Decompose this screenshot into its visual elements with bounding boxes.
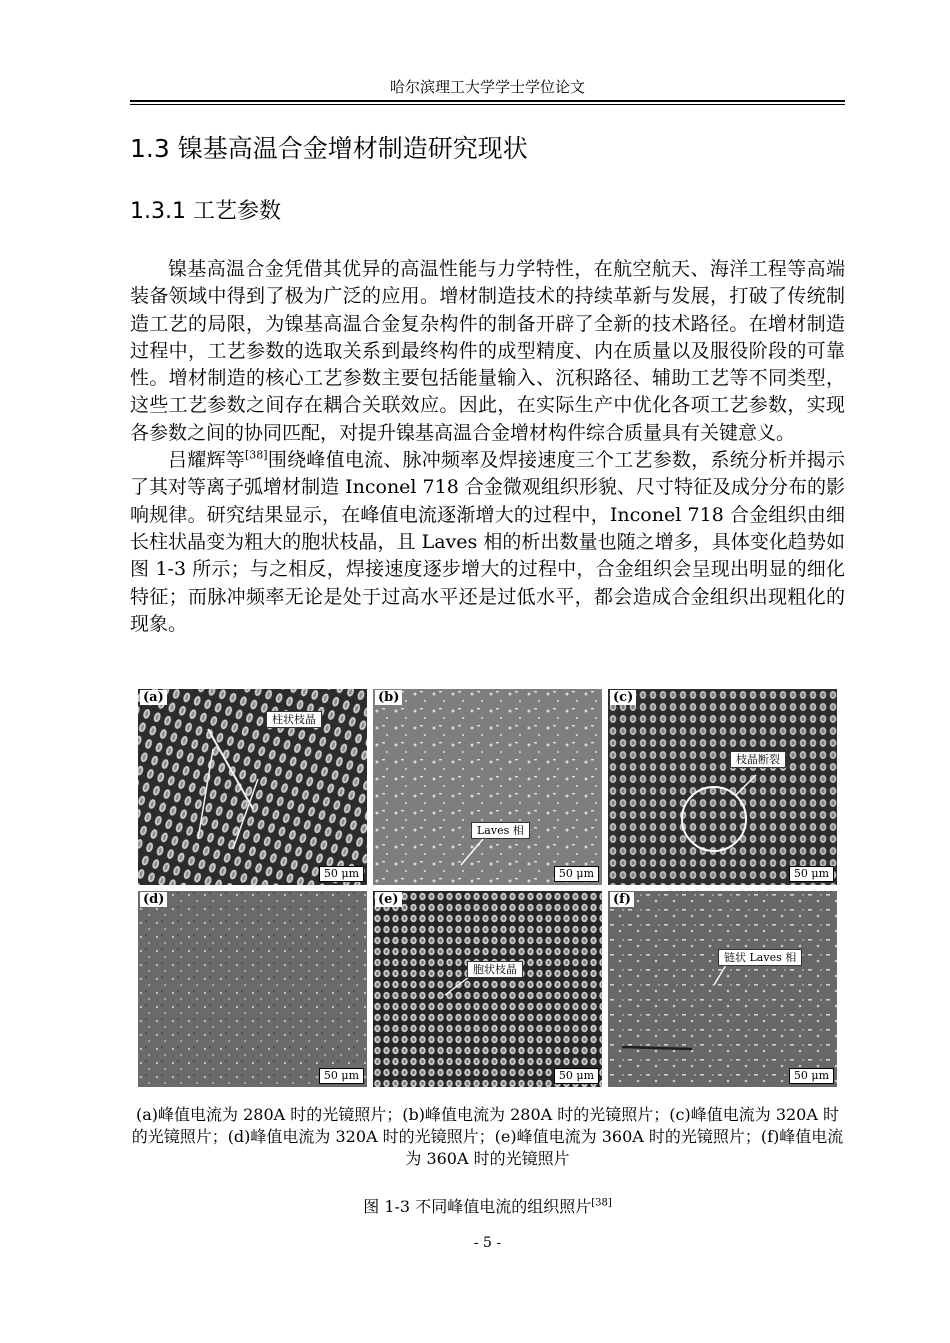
micrograph-c-image — [608, 689, 837, 885]
figure-title-text: 图 1-3 不同峰值电流的组织照片 — [363, 1197, 592, 1216]
micrograph-panel-b — [373, 689, 602, 885]
figure-caption: (a)峰值电流为 280A 时的光镜照片；(b)峰值电流为 280A 时的光镜照片；(c)峰值电流为 320A 时的光镜照片；(d)峰值电流为 320A 时的光镜照片；(e)峰值电流为 360A 时的光镜照片；(f)峰值电流为 360A 时的光镜照片 — [131, 1105, 844, 1168]
panel-c-label: (c) — [610, 690, 636, 705]
micrograph-f-image — [608, 891, 837, 1087]
running-header: 哈尔滨理工大学学士学位论文 — [389, 78, 585, 96]
figure-title — [130, 1197, 845, 1217]
header-rule-thick — [130, 100, 845, 102]
paragraph-2-text: 围绕峰值电流、脉冲频率及焊接速度三个工艺参数，系统分析并揭示了其对等离子弧增材制造 Inconel 718 合金微观组织形貌、尺寸特征及成分分布的影响规律。研究结果显示，在峰值电流逐渐增大的过程中，Inconel 718 合金组织由细长柱状晶变为粗大的胞状枝晶，且 Laves 相的析出数量也随之增多，具体变化趋势如图 1-3 所示；与之相反，焊接速度逐步增大的过程中，合金组织会呈现出明显的细化特征；而脉冲频率无论是处于过高水平还是过低水平，都会造成合金组织出现粗化的现象。 — [130, 449, 845, 635]
header-rule-thin — [130, 104, 845, 105]
page-number: - 5 - — [473, 1235, 502, 1251]
paragraph-2-author: 吕耀辉等 — [168, 449, 245, 472]
body-text — [130, 256, 845, 638]
micrograph-panel-a — [138, 689, 367, 885]
section-heading: 1.3 镍基高温合金增材制造研究现状 — [130, 134, 528, 163]
panel-b-scale-bar: 50 μm — [554, 866, 599, 882]
paragraph-2 — [130, 447, 845, 638]
panel-d-scale-bar: 50 μm — [319, 1068, 364, 1084]
panel-d-label: (d) — [140, 892, 167, 907]
micrograph-panel-e — [373, 891, 602, 1087]
panel-a-scale-bar: 50 μm — [319, 866, 364, 882]
panel-f-label: (f) — [610, 892, 634, 907]
panel-a-annotation: 柱状枝晶 — [266, 711, 322, 728]
micrograph-panel-d — [138, 891, 367, 1087]
panel-a-label: (a) — [140, 690, 167, 705]
panel-b-annotation: Laves 相 — [471, 822, 530, 839]
panel-c-annotation: 枝晶断裂 — [730, 751, 786, 768]
panel-e-scale-bar: 50 μm — [554, 1068, 599, 1084]
citation-ref: [38] — [245, 448, 268, 462]
panel-e-annotation: 胞状枝晶 — [467, 961, 523, 978]
paragraph-1: 镍基高温合金凭借其优异的高温性能与力学特性，在航空航天、海洋工程等高端装备领域中得到了极为广泛的应用。增材制造技术的持续革新与发展，打破了传统制造工艺的局限，为镍基高温合金复杂构件的制备开辟了全新的技术路径。在增材制造过程中，工艺参数的选取关系到最终构件的成型精度、内在质量以及服役阶段的可靠性。增材制造的核心工艺参数主要包括能量输入、沉积路径、辅助工艺等不同类型，这些工艺参数之间存在耦合关联效应。因此，在实际生产中优化各项工艺参数，实现各参数之间的协同匹配，对提升镍基高温合金增材构件综合质量具有关键意义。 — [130, 258, 845, 444]
micrograph-d-image — [138, 891, 367, 1087]
subsection-heading: 1.3.1 工艺参数 — [130, 199, 281, 224]
micrograph-panel-c — [608, 689, 837, 885]
micrograph-panel-f — [608, 891, 837, 1087]
micrograph-b-image — [373, 689, 602, 885]
micrograph-e-image — [373, 891, 602, 1087]
micrograph-a-image — [138, 689, 367, 885]
panel-f-scale-bar: 50 μm — [789, 1068, 834, 1084]
panel-c-scale-bar: 50 μm — [789, 866, 834, 882]
panel-f-annotation: 链状 Laves 相 — [718, 949, 802, 966]
panel-b-label: (b) — [375, 690, 402, 705]
figure-title-ref: [38] — [591, 1197, 612, 1209]
panel-e-label: (e) — [375, 892, 402, 907]
micrograph-figure — [138, 689, 838, 1088]
